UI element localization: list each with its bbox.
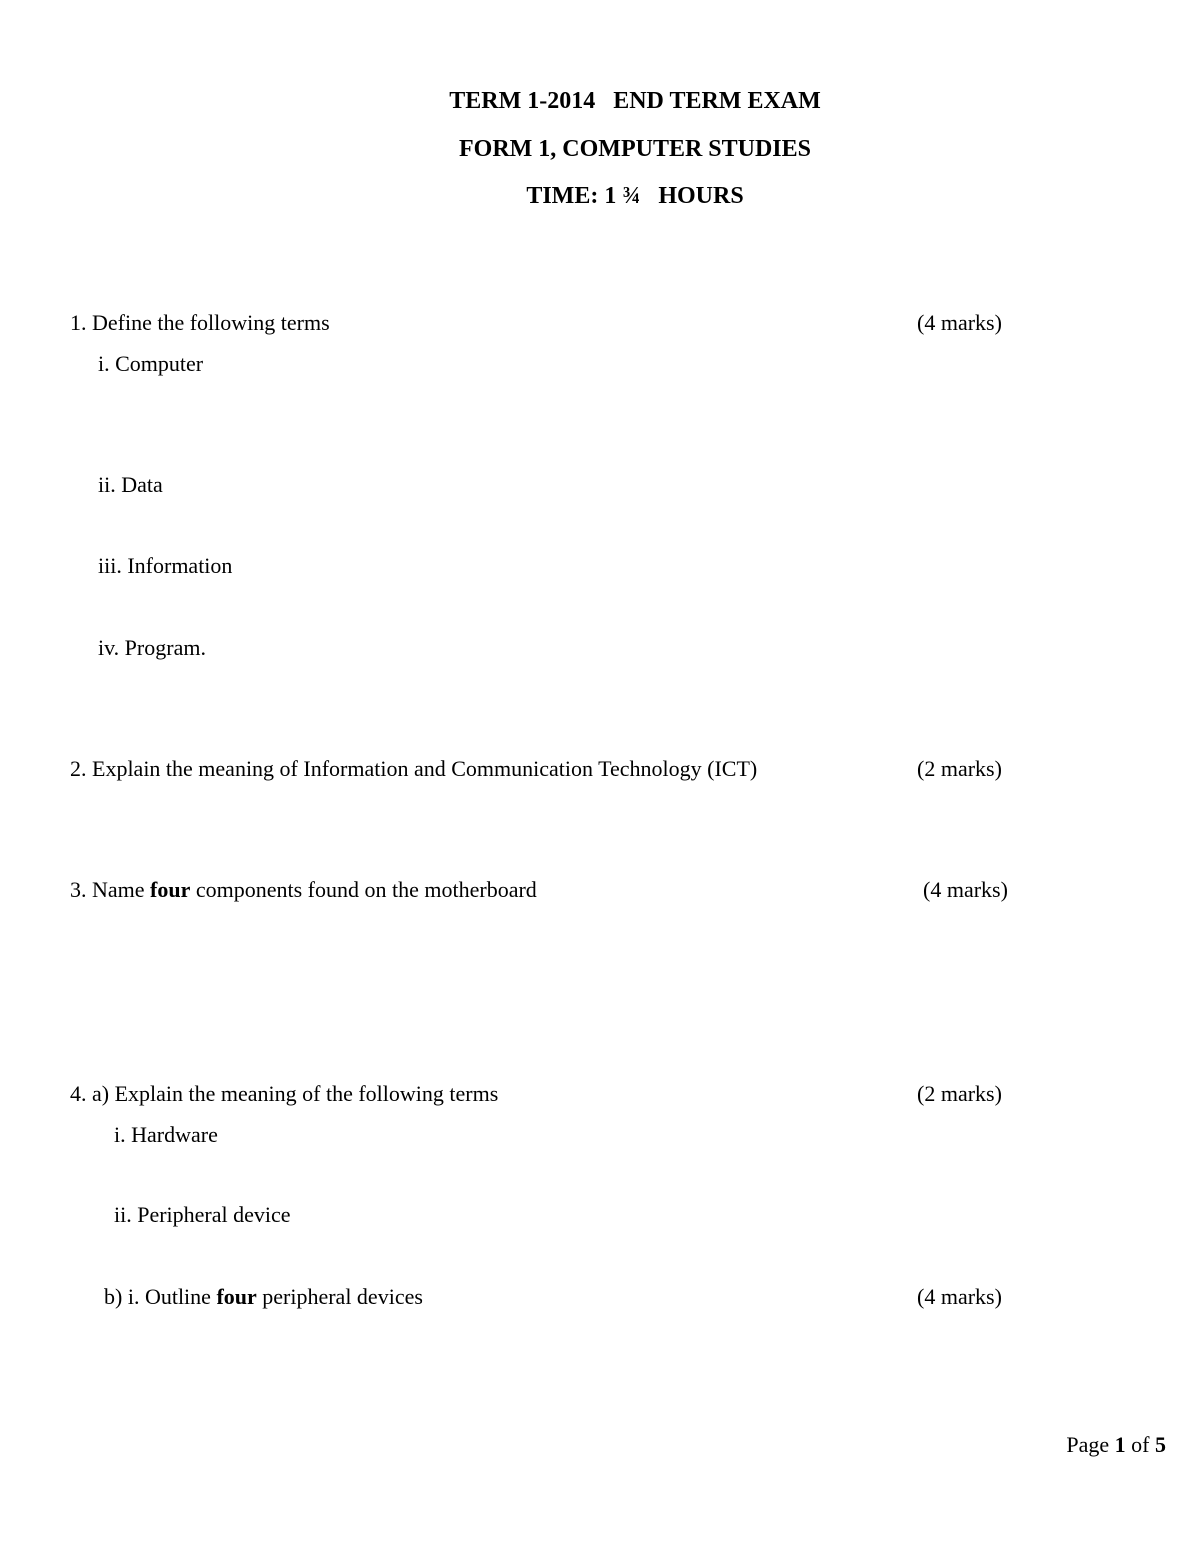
question-3-prompt-after: components found on the motherboard [190, 877, 537, 902]
question-4b-prompt-after: peripheral devices [256, 1284, 423, 1309]
question-3-prompt-before: 3. Name [70, 877, 151, 902]
question-4a-item-peripheral-device: ii. Peripheral device [114, 1202, 291, 1227]
question-2-marks: (2 marks) [917, 756, 1002, 781]
question-4a-prompt: 4. a) Explain the meaning of the following terms [70, 1081, 499, 1106]
page-total: 5 [1155, 1432, 1166, 1457]
page-of-label: of [1125, 1432, 1155, 1457]
question-1-item-computer: i. Computer [98, 351, 204, 376]
question-4b-prompt-before: b) i. Outline [104, 1284, 217, 1309]
exam-time: TIME: 1 ¾ HOURS [526, 183, 744, 209]
exam-title: TERM 1-2014 END TERM EXAM [449, 88, 821, 114]
question-3-prompt-bold: four [150, 877, 191, 902]
question-4b-prompt [104, 1286, 423, 1308]
exam-subject: FORM 1, COMPUTER STUDIES [458, 136, 812, 162]
question-4b-prompt-bold: four [216, 1284, 257, 1309]
question-4a-item-hardware: i. Hardware [114, 1122, 218, 1147]
question-1-marks: (4 marks) [917, 310, 1002, 335]
page-number-footer [1066, 1432, 1166, 1458]
question-3-marks: (4 marks) [923, 877, 1008, 902]
page-label: Page [1066, 1432, 1115, 1457]
question-4a-marks: (2 marks) [917, 1081, 1002, 1106]
question-1-item-information: iii. Information [98, 553, 233, 578]
question-1-item-data: ii. Data [98, 472, 163, 497]
question-2-prompt: 2. Explain the meaning of Information and Communication Technology (ICT) [70, 756, 758, 781]
question-1-prompt: 1. Define the following terms [70, 310, 330, 335]
question-1-item-program: iv. Program. [98, 635, 206, 660]
question-4b-marks: (4 marks) [917, 1284, 1002, 1309]
question-3-prompt [70, 879, 537, 901]
page-number: 1 [1114, 1432, 1126, 1457]
